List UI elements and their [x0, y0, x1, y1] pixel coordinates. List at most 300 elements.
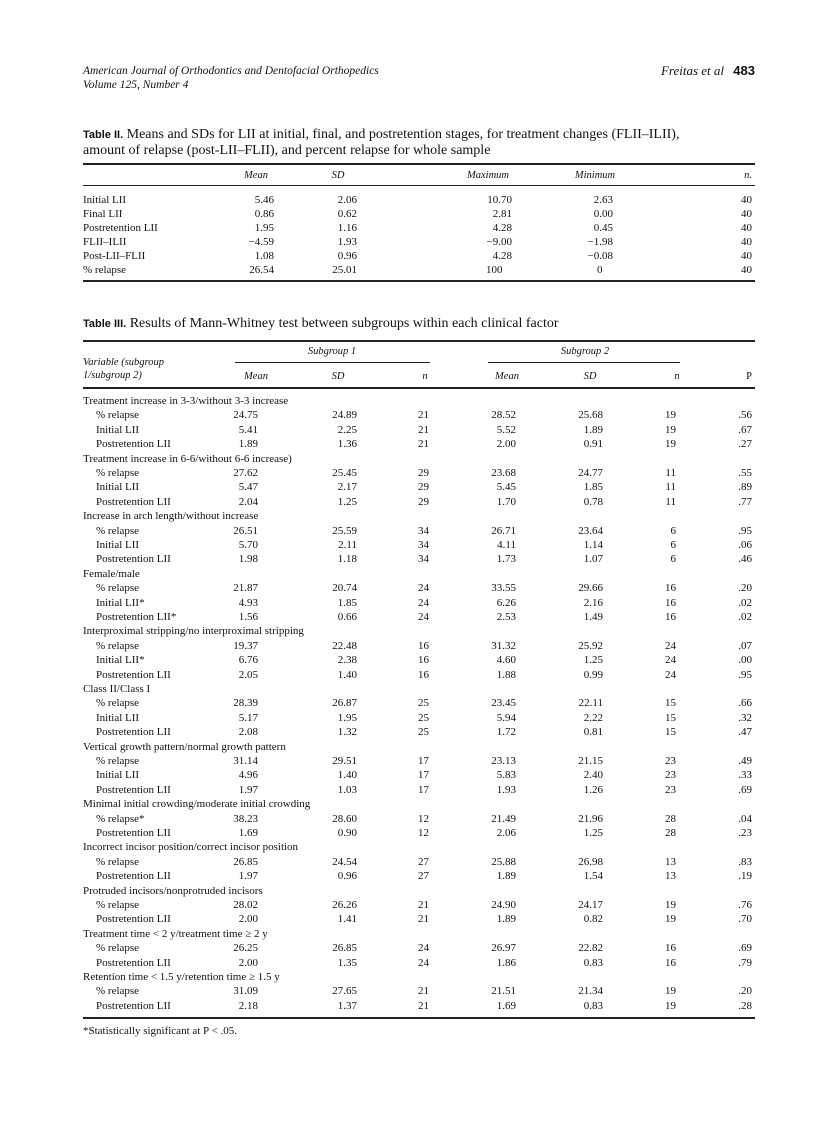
table3-cell: 2.00: [238, 913, 258, 926]
table3-cell: 1.35: [337, 956, 357, 969]
table3-cell: 25.68: [578, 409, 603, 422]
table3-cell: 4.96: [238, 769, 258, 782]
table3-cell: 22.82: [578, 942, 603, 955]
row-label: Postretention LII: [96, 870, 171, 883]
table3-cell: 19: [665, 409, 676, 422]
table3-cell: 23.68: [491, 467, 516, 479]
table3-cell: .95: [738, 524, 752, 537]
table3-cell: 1.25: [337, 495, 357, 508]
table3-cell: 2.00: [238, 956, 258, 969]
table3-cell: 1.26: [583, 783, 603, 796]
table3-bottom-rule: [83, 1017, 755, 1019]
table3-cell: 34: [418, 524, 429, 537]
table3-cell: 26.71: [491, 524, 516, 537]
table3-cell: 5.70: [238, 539, 258, 551]
table3-cell: 23: [665, 783, 676, 796]
table2-caption-line2: amount of relapse (post-LII–FLII), and percent relapse for whole sample: [83, 143, 491, 158]
row-label: Postretention LII: [96, 726, 171, 739]
table3-cell: 34: [418, 539, 429, 551]
row-label: % relapse: [96, 855, 140, 868]
row-label: % relapse: [96, 899, 140, 911]
table3-cell: 26.87: [332, 697, 357, 710]
table3-cell: 11: [665, 481, 676, 494]
table3-cell: 28.02: [233, 899, 258, 911]
row-label: Postretention LII: [96, 553, 171, 566]
group-title: Retention time < 1.5 y/retention time ≥ 1.5 y: [83, 971, 280, 983]
table3-cell: 24.77: [578, 467, 603, 479]
table3-cell: 21: [418, 913, 429, 926]
table3-cell: .33: [738, 769, 752, 782]
table3-cell: 4.11: [497, 539, 516, 551]
table3-cell: 0.96: [337, 870, 357, 883]
table3-cell: 1.97: [238, 783, 258, 796]
table2-cell: −9.00: [486, 235, 512, 248]
table2-caption: [83, 127, 679, 158]
table3-cell: .67: [738, 423, 752, 436]
table3-cell: 2.16: [583, 596, 603, 609]
table3-cell: 31.32: [491, 639, 516, 652]
table3-column-header: n: [422, 371, 428, 382]
group-title: Treatment increase in 3-3/without 3-3 increase: [83, 395, 289, 407]
table3-cell: .04: [738, 812, 752, 825]
row-label: % relapse: [96, 697, 140, 710]
table2-top-rule: [83, 163, 755, 165]
table3-cell: 12: [418, 812, 429, 825]
table3-cell: 1.93: [496, 783, 516, 796]
table3-cell: 1.89: [238, 438, 258, 451]
table2-cell: 1.16: [337, 221, 357, 234]
table2-cell: 5.46: [254, 194, 274, 206]
table3-cell: 5.45: [496, 481, 516, 494]
table2-cell: 1.08: [254, 249, 274, 262]
table3-cell: 0.91: [583, 438, 603, 451]
table3-cell: .95: [738, 668, 752, 681]
table3-top-rule: [83, 340, 755, 342]
table2-label: Table II.: [83, 129, 124, 141]
table3-cell: 25: [418, 726, 429, 739]
table3-cell: .06: [738, 539, 752, 551]
table3-cell: .83: [738, 855, 752, 868]
table3-cell: 31.09: [233, 985, 258, 998]
table3-cell: 2.40: [583, 769, 603, 782]
page-header-right: [661, 63, 755, 79]
row-label: % relapse*: [96, 812, 145, 825]
table3-cell: 19: [665, 913, 676, 926]
table3-cell: 24: [665, 668, 676, 681]
table3-label: Table III.: [83, 318, 127, 330]
group-title: Interproximal stripping/no interproximal stripping: [83, 625, 304, 638]
table3-cell: .77: [738, 495, 752, 508]
table3-column-header: n: [674, 371, 680, 382]
group-title: Vertical growth pattern/normal growth pattern: [83, 740, 286, 753]
table3-cell: 21: [418, 899, 429, 911]
table3-cell: 26.85: [332, 942, 357, 955]
table3-cell: 0.81: [583, 726, 603, 739]
table3-cell: 23.64: [578, 524, 603, 537]
table3-cell: 24: [665, 654, 676, 667]
table3-cell: 1.89: [496, 913, 516, 926]
row-label: Initial LII*: [96, 596, 145, 609]
table3-cell: .49: [738, 755, 752, 767]
table3-cell: 29.51: [332, 755, 357, 767]
table2-cell: 40: [741, 263, 752, 276]
table3-cell: 1.41: [337, 913, 357, 926]
table3-cell: 1.70: [496, 495, 516, 508]
table2-cell: 0.62: [337, 207, 357, 220]
subgroup2-underline: [488, 362, 680, 363]
authors: Freitas et al: [660, 63, 725, 78]
row-label: % relapse: [96, 639, 140, 652]
table3-cell: 24.89: [332, 409, 357, 422]
table3-cell: .89: [738, 481, 752, 494]
group-title: Class II/Class I: [83, 683, 151, 695]
group-title: Female/male: [83, 567, 140, 580]
table3-cell: 28.60: [332, 812, 357, 825]
table3-cell: 1.88: [496, 668, 516, 681]
table2-cell: 2.81: [492, 207, 512, 220]
table2-row-label: Postretention LII: [83, 221, 158, 234]
table3-cell: 22.48: [332, 639, 357, 652]
table3-cell: 5.52: [496, 423, 516, 436]
table3-cell: .20: [738, 582, 752, 595]
table2-caption-line1: Means and SDs for LII at initial, final, and postretention stages, for treatment changes (FLII–ILII),: [126, 127, 680, 142]
table3-cell: 21.34: [578, 985, 603, 998]
table3-cell: .79: [738, 956, 752, 969]
table3-cell: 1.86: [496, 956, 516, 969]
table2-cell: 40: [741, 221, 752, 234]
subgroup2-header: Subgroup 2: [560, 346, 610, 357]
table3-cell: 21: [418, 985, 429, 998]
table3-cell: 1.95: [337, 711, 357, 724]
table3-cell: 2.08: [238, 726, 258, 739]
table2-cell: −4.59: [248, 235, 274, 248]
table3-cell: 25.59: [332, 524, 357, 537]
table2-cell: 40: [741, 194, 752, 206]
table3-cell: 31.14: [233, 755, 258, 767]
table3-cell: 16: [665, 596, 676, 609]
table3-cell: .70: [738, 913, 752, 926]
group-title: Increase in arch length/without increase: [83, 510, 259, 523]
table3-cell: 1.85: [583, 481, 603, 494]
table3-cell: 22.11: [578, 697, 603, 710]
table3-cell: .76: [738, 899, 752, 911]
table3-cell: 26.26: [332, 899, 357, 911]
table3-column-header: SD: [583, 371, 597, 382]
table3-cell: .32: [738, 711, 752, 724]
table3-cell: 2.06: [496, 827, 516, 839]
table3-cell: 19: [665, 985, 676, 998]
group-title: Treatment increase in 6-6/without 6-6 increase): [83, 452, 292, 465]
table3-cell: 2.25: [337, 423, 357, 436]
table2-column-header: SD: [331, 170, 345, 181]
row-label: Initial LII: [96, 711, 140, 724]
table3-cell: 1.69: [496, 999, 516, 1012]
row-label: % relapse: [96, 467, 140, 479]
table2-cell: 25.01: [332, 263, 357, 276]
table2-bottom-rule: [83, 280, 755, 282]
table3-cell: 24: [418, 942, 429, 955]
table2-cell: 4.28: [492, 221, 512, 234]
table3-cell: 1.89: [583, 423, 603, 436]
table2-cell: 10.70: [487, 194, 512, 206]
table3-cell: 1.40: [337, 668, 357, 681]
row-label: Initial LII: [96, 423, 140, 436]
table3-cell: 1.14: [583, 539, 603, 551]
table3-cell: .02: [738, 596, 752, 609]
row-label: % relapse: [96, 524, 140, 537]
table3-cell: 5.94: [496, 711, 516, 724]
table3-cell: 21.87: [233, 582, 258, 595]
volume-info: Volume 125, Number 4: [83, 79, 189, 91]
table3-cell: 28: [665, 827, 676, 839]
table3-cell: 16: [665, 582, 676, 595]
table3-cell: 1.18: [337, 553, 357, 566]
table3-cell: .55: [738, 467, 752, 479]
table3-cell: 2.18: [238, 999, 258, 1012]
table2-cell: 0.45: [593, 221, 613, 234]
table3-cell: 19: [665, 999, 676, 1012]
table3-cell: 1.40: [337, 769, 357, 782]
row-label: Postretention LII: [96, 999, 171, 1012]
table2-column-header: n.: [744, 170, 752, 181]
table3-cell: 24: [665, 639, 676, 652]
table3-cell: 1.36: [337, 438, 357, 451]
table3-cell: 21.15: [578, 755, 603, 767]
table3-cell: 1.03: [337, 783, 357, 796]
table3-cell: 4.93: [238, 596, 258, 609]
table2-row-label: Initial LII: [83, 194, 127, 206]
row-label: Postretention LII: [96, 668, 171, 681]
table3-cell: 1.25: [583, 654, 603, 667]
table3-cell: 24: [418, 582, 429, 595]
table3-cell: 25.88: [491, 855, 516, 868]
table3-cell: .56: [738, 409, 752, 422]
table3-cell: 23: [665, 769, 676, 782]
table2-cell: 40: [741, 207, 752, 220]
table3-cell: 6: [670, 524, 676, 537]
table3-cell: 5.41: [238, 423, 258, 436]
table3-caption-text: Results of Mann-Whitney test between subgroups within each clinical factor: [129, 316, 559, 331]
table3-cell: 11: [665, 495, 676, 508]
table3-cell: 15: [665, 726, 676, 739]
table3-cell: 21: [418, 409, 429, 422]
row-label: Initial LII: [96, 539, 140, 551]
table3-cell: .20: [738, 985, 752, 998]
table3-column-header: P: [746, 371, 752, 382]
table3-caption: [83, 316, 559, 332]
table3-cell: 26.25: [233, 942, 258, 955]
table3-cell: 2.53: [496, 611, 516, 623]
table3-cell: 0.78: [583, 495, 603, 508]
table3-cell: 6: [670, 553, 676, 566]
table3-cell: 2.00: [496, 438, 516, 451]
table2-cell: 0.00: [593, 207, 613, 220]
table3-cell: 24.54: [332, 855, 357, 868]
table3-cell: 26.51: [233, 524, 258, 537]
table3-cell: 26.97: [491, 942, 516, 955]
table2-cell: 0: [597, 263, 603, 276]
table3-cell: 20.74: [332, 582, 357, 595]
table2-cell: 0.86: [254, 207, 274, 220]
row-label: Postretention LII: [96, 827, 171, 839]
table3-cell: 24.75: [233, 409, 258, 422]
table2-cell: 40: [741, 235, 752, 248]
table3-cell: 21: [418, 438, 429, 451]
row-label: % relapse: [96, 942, 140, 955]
table3-cell: 25: [418, 711, 429, 724]
table3-cell: 5.17: [238, 711, 258, 724]
table3-cell: 2.17: [337, 481, 357, 494]
table3-cell: 13: [665, 855, 676, 868]
row-label: % relapse: [96, 985, 140, 998]
table2-header-rule: [83, 185, 755, 186]
row-label: Initial LII*: [96, 654, 145, 667]
table3-cell: 25.45: [332, 467, 357, 479]
table2-cell: 1.95: [254, 221, 274, 234]
table3-cell: .46: [738, 553, 752, 566]
group-title: Incorrect incisor position/correct incisor position: [83, 841, 299, 854]
table3-cell: 19: [665, 899, 676, 911]
row-label: % relapse: [96, 409, 140, 422]
table3-cell: .66: [738, 697, 752, 710]
table2-cell: 1.93: [337, 235, 357, 248]
table2-cell: 100: [486, 263, 503, 276]
table3-cell: 1.07: [583, 553, 603, 566]
table3-cell: 0.83: [583, 956, 603, 969]
table3-cell: 23.13: [491, 755, 516, 767]
table2-column-header: Minimum: [574, 170, 616, 181]
table3-cell: 1.89: [496, 870, 516, 883]
table3-cell: 17: [418, 783, 429, 796]
table3-cell: 6.26: [496, 596, 516, 609]
table3-header-rule: [83, 387, 755, 389]
table3-cell: .28: [738, 999, 752, 1012]
table3-cell: .02: [738, 611, 752, 623]
table3-cell: 1.32: [337, 726, 357, 739]
table3-cell: 0.66: [337, 611, 357, 623]
table3-cell: 26.85: [233, 855, 258, 868]
table3-cell: 24: [418, 596, 429, 609]
table3-cell: 16: [665, 942, 676, 955]
table3-cell: 2.05: [238, 668, 258, 681]
table3-cell: 33.55: [491, 582, 516, 595]
table3-cell: .47: [738, 726, 752, 739]
table3-cell: 6: [670, 539, 676, 551]
table2-row-label: Post-LII–FLII: [83, 249, 146, 262]
table3-cell: 21.96: [578, 812, 603, 825]
table3-cell: 29: [418, 495, 429, 508]
table3-cell: .27: [738, 438, 752, 451]
table3-cell: 23: [665, 755, 676, 767]
table3-cell: 6.76: [238, 654, 258, 667]
table3-cell: 17: [418, 755, 429, 767]
table3-cell: 21: [418, 999, 429, 1012]
table3-cell: .07: [738, 639, 752, 652]
table3-cell: 23.45: [491, 697, 516, 710]
row-label: Postretention LII: [96, 913, 171, 926]
table3-cell: 25: [418, 697, 429, 710]
table2-cell: −0.08: [587, 249, 613, 262]
table3-cell: 2.22: [583, 711, 603, 724]
row-label: % relapse: [96, 755, 140, 767]
row-label: Postretention LII: [96, 438, 171, 451]
table3-cell: 11: [665, 467, 676, 479]
row-label: % relapse: [96, 582, 140, 595]
subgroup1-header: Subgroup 1: [307, 346, 357, 357]
row-label: Postretention LII: [96, 495, 171, 508]
table2-cell: −1.98: [587, 235, 613, 248]
table3-cell: 38.23: [233, 812, 258, 825]
table3-cell: 0.83: [583, 999, 603, 1012]
table3-cell: 1.72: [496, 726, 516, 739]
table2-column-header: Maximum: [467, 170, 509, 181]
table3-cell: 16: [418, 668, 429, 681]
table3-cell: 21: [418, 423, 429, 436]
table3-cell: 16: [665, 611, 676, 623]
table2-row-label: FLII–ILII: [83, 235, 127, 248]
table2-cell: 0.96: [337, 249, 357, 262]
table3-cell: 27: [418, 855, 429, 868]
table3-cell: 1.85: [337, 596, 357, 609]
group-title: Treatment time < 2 y/treatment time ≥ 2 y: [83, 927, 268, 940]
table3-cell: 21.49: [491, 812, 516, 825]
row-label: Postretention LII: [96, 783, 171, 796]
row-label: Initial LII: [96, 481, 140, 494]
table3-cell: 2.11: [338, 539, 357, 551]
table2-cell: 4.28: [492, 249, 512, 262]
table3-cell: 15: [665, 697, 676, 710]
row-label: Postretention LII*: [96, 611, 177, 623]
table3-cell: 34: [418, 553, 429, 566]
table3-cell: 1.25: [583, 827, 603, 839]
table3-cell: 28.52: [491, 409, 516, 422]
journal-title: American Journal of Orthodontics and Dentofacial Orthopedics: [83, 65, 379, 77]
table3-cell: 25.92: [578, 639, 603, 652]
table3-cell: 5.47: [238, 481, 258, 494]
table3-cell: 1.73: [496, 553, 516, 566]
table2-cell: 40: [741, 249, 752, 262]
table3-cell: 29: [418, 481, 429, 494]
table3-cell: 1.98: [238, 553, 258, 566]
table3-cell: 0.90: [337, 827, 357, 839]
table3-cell: 1.37: [337, 999, 357, 1012]
table3-cell: 1.97: [238, 870, 258, 883]
table3-cell: 19: [665, 438, 676, 451]
table3-cell: 0.82: [583, 913, 603, 926]
table3-cell: 2.38: [337, 654, 357, 667]
table2-cell: 2.06: [337, 194, 357, 206]
table3-cell: 16: [665, 956, 676, 969]
table3-cell: 27: [418, 870, 429, 883]
table3-cell: 27.62: [233, 467, 258, 479]
table3-cell: 26.98: [578, 855, 603, 868]
table3-cell: .19: [738, 870, 752, 883]
subgroup1-underline: [235, 362, 430, 363]
table2-row-label: % relapse: [83, 263, 127, 276]
table3-column-header: SD: [331, 371, 345, 382]
table3-cell: 1.69: [238, 827, 258, 839]
table3-cell: 21.51: [491, 985, 516, 998]
table3-column-header: Mean: [495, 371, 519, 382]
table3-cell: 28: [665, 812, 676, 825]
row-label: Initial LII: [96, 769, 140, 782]
table3-cell: 24: [418, 611, 429, 623]
table3-cell: 17: [418, 769, 429, 782]
table3-cell: .69: [738, 783, 752, 796]
table2-cell: 26.54: [249, 263, 274, 276]
table3-cell: 16: [418, 639, 429, 652]
table3-cell: 1.56: [238, 611, 258, 623]
